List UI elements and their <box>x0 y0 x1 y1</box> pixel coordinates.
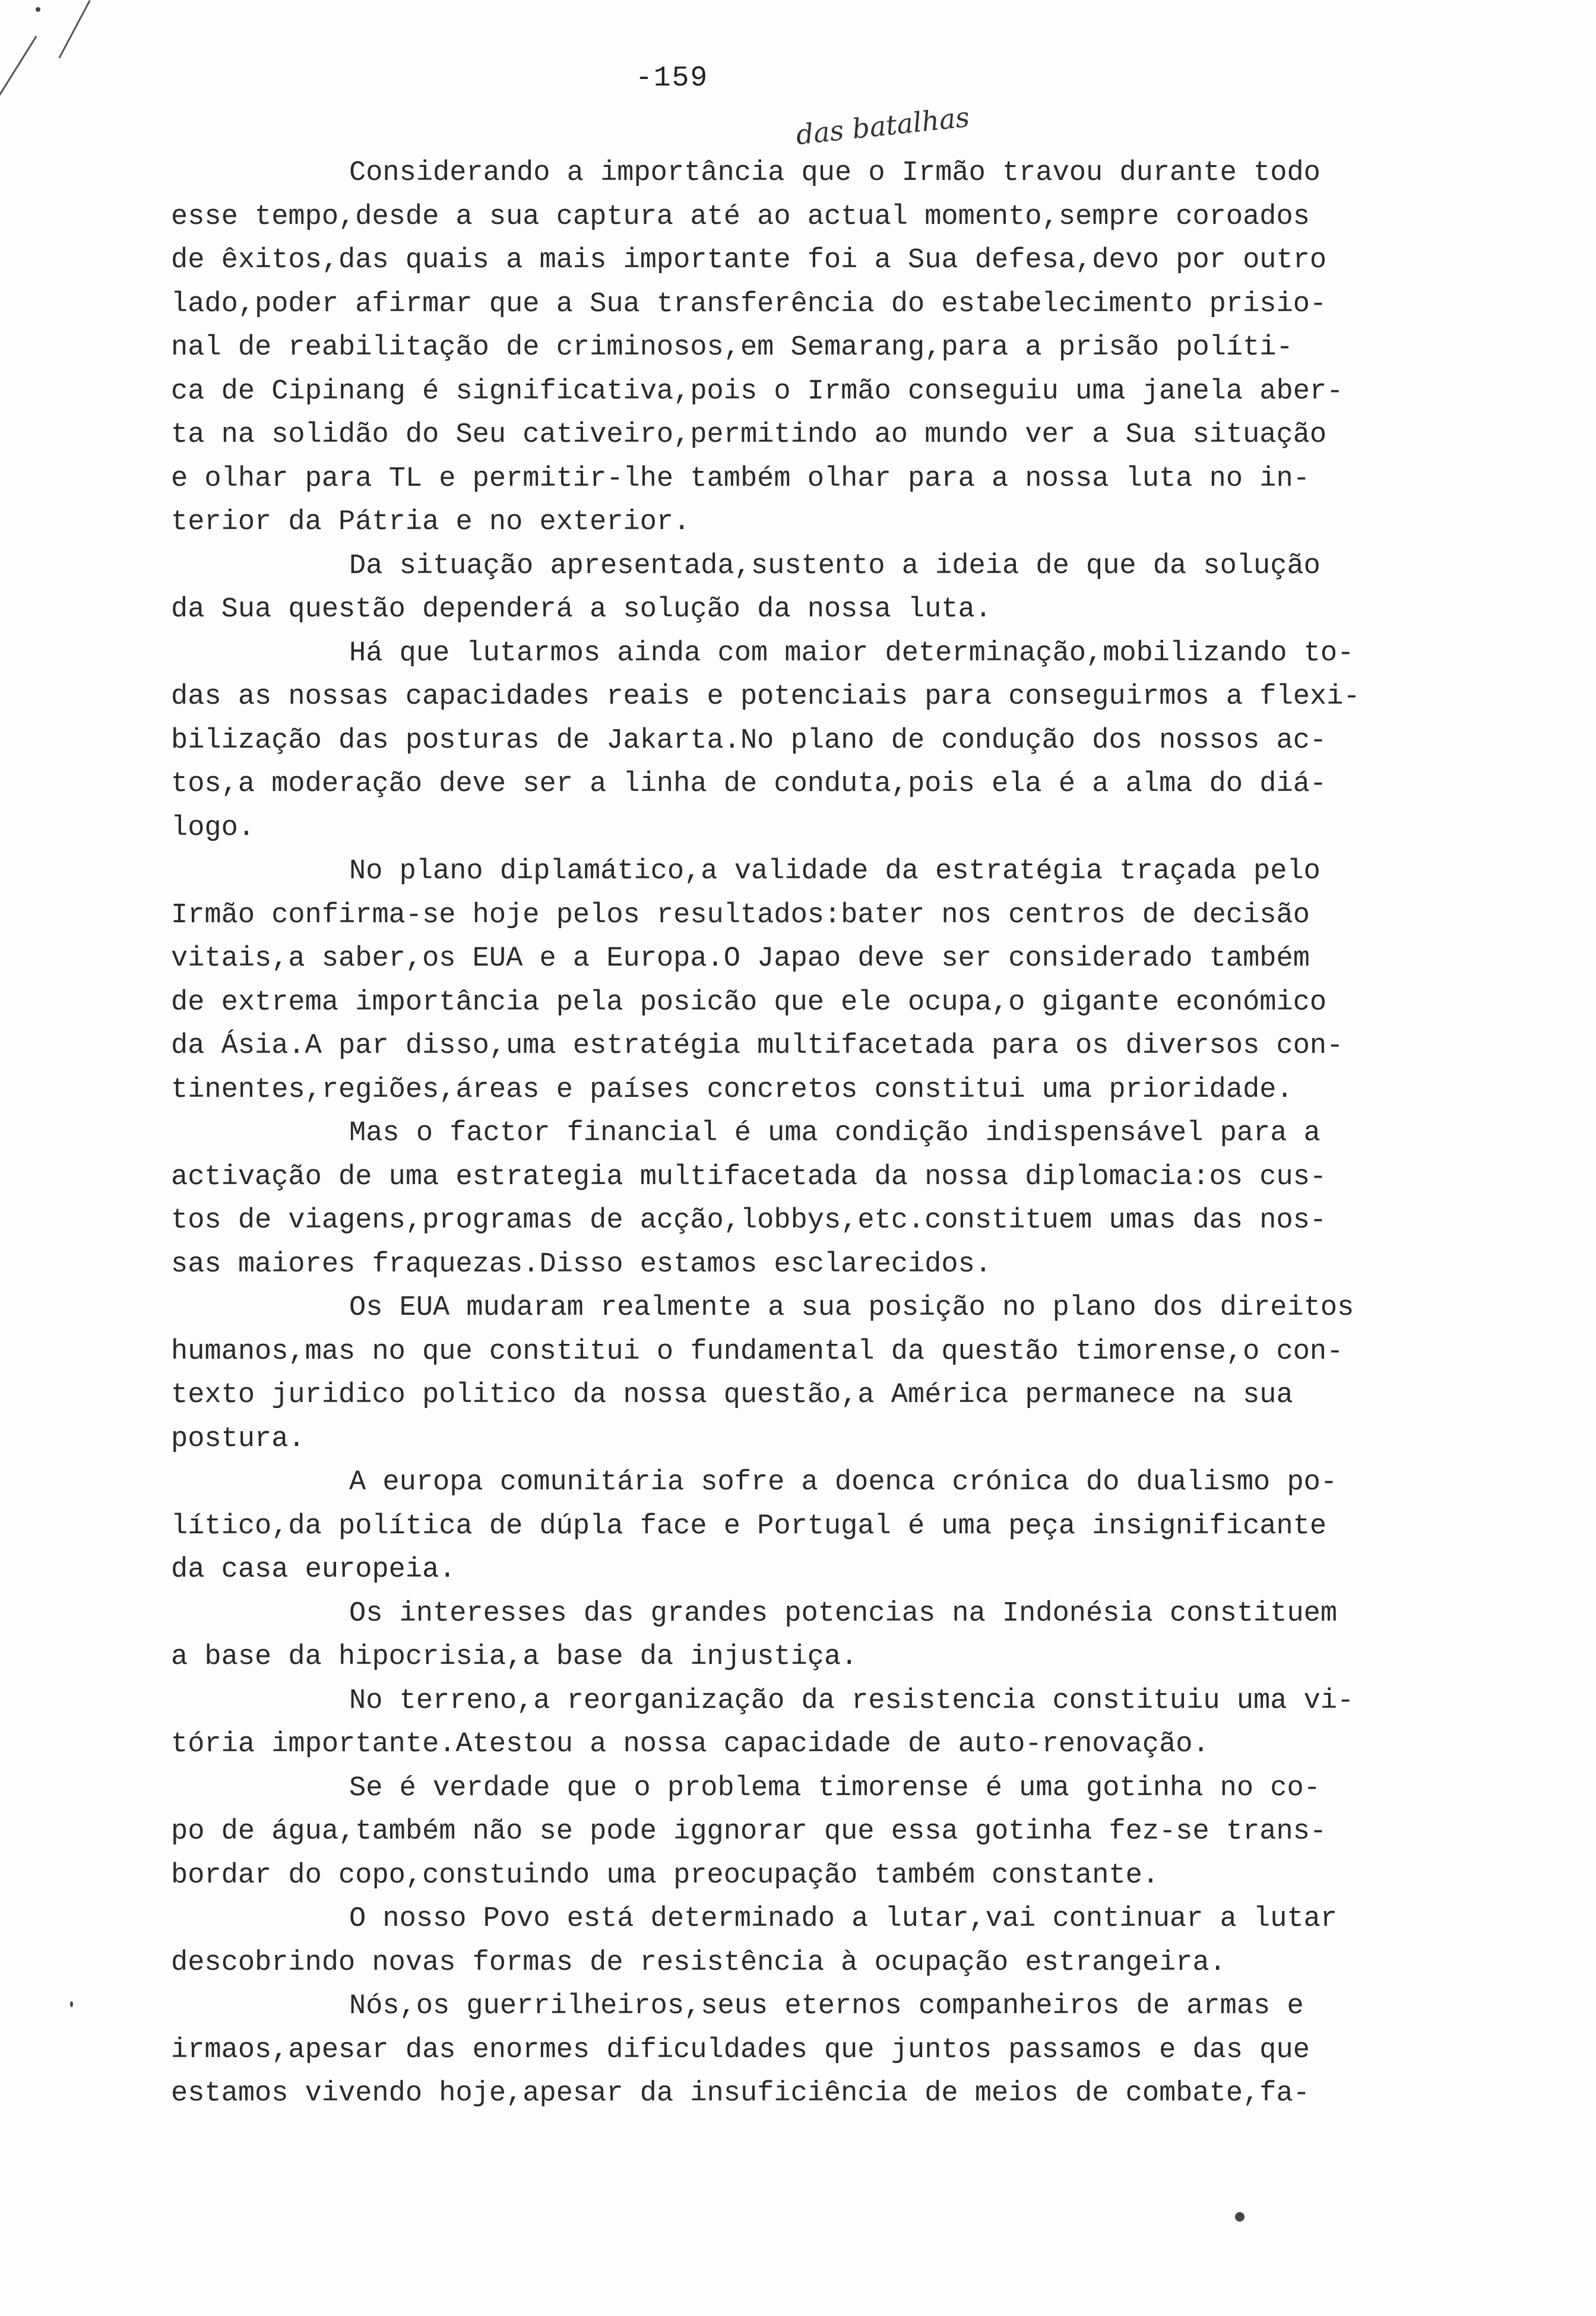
page-number: -159 <box>635 62 709 94</box>
text-line: po de água,também não se pode iggnorar que essa gotinha fez-se trans- <box>171 1816 1327 1847</box>
scan-margin-mark <box>58 0 90 59</box>
text-line: bilização das posturas de Jakarta.No plano de condução dos nossos ac- <box>171 724 1327 757</box>
text-line: No terreno,a reorganização da resistencia constituiu uma vi- <box>349 1685 1354 1717</box>
text-line: a base da hipocrisia,a base da injustiça. <box>171 1641 858 1673</box>
text-line: texto juridico politico da nossa questão,a América permanece na sua <box>171 1380 1293 1411</box>
text-line: vitais,a saber,os EUA e a Europa.O Japao deve ser considerado também <box>171 943 1310 975</box>
text-line: nal de reabilitação de criminosos,em Semarang,para a prisão políti- <box>171 332 1293 363</box>
text-line: sas maiores fraquezas.Disso estamos esclarecidos. <box>171 1248 992 1280</box>
scan-margin-mark <box>0 36 37 102</box>
text-line: Se é verdade que o problema timorense é uma gotinha no co- <box>349 1772 1320 1804</box>
text-line: Os interesses das grandes potencias na Indonésia constituem <box>349 1597 1338 1630</box>
text-line: de extrema importância pela posicão que ele ocupa,o gigante económico <box>171 986 1327 1018</box>
text-line: Da situação apresentada,sustento a ideia de que da solução <box>349 550 1320 582</box>
text-line: humanos,mas no que constitui o fundamental da questão timorense,o con- <box>171 1336 1344 1368</box>
scan-speck <box>36 7 40 12</box>
text-line: O nosso Povo está determinado a lutar,vai continuar a lutar <box>349 1903 1338 1935</box>
text-line: tos de viagens,programas de acção,lobbys,etc.constituem umas das nos- <box>171 1205 1327 1236</box>
text-line: de êxitos,das quais a mais importante foi a Sua defesa,devo por outro <box>171 245 1327 276</box>
text-line: Nós,os guerrilheiros,seus eternos companheiros de armas e <box>349 1991 1304 2022</box>
text-line: lítico,da política de dúpla face e Portugal é uma peça insignificante <box>171 1510 1327 1542</box>
text-line: bordar do copo,constuindo uma preocupação também constante. <box>171 1859 1160 1891</box>
text-line: descobrindo novas formas de resistência à ocupação estrangeira. <box>171 1947 1226 1979</box>
text-line: tos,a moderação deve ser a linha de conduta,pois ela é a alma do diá- <box>171 768 1327 800</box>
text-line: Os EUA mudaram realmente a sua posição no plano dos direitos <box>349 1292 1354 1324</box>
text-line: A europa comunitária sofre a doenca crónica do dualismo po- <box>349 1467 1338 1498</box>
text-line: da Sua questão dependerá a solução da nossa luta. <box>171 594 992 625</box>
text-line: ca de Cipinang é significativa,pois o Irmão conseguiu uma janela aber- <box>171 375 1344 407</box>
text-line: ta na solidão do Seu cativeiro,permitindo ao mundo ver a Sua situação <box>171 419 1327 451</box>
text-line: da casa europeia. <box>171 1554 456 1586</box>
text-line: Considerando a importância que o Irmão travou durante todo <box>349 157 1320 189</box>
text-line: tinentes,regiões,áreas e países concretos constitui uma prioridade. <box>171 1074 1293 1106</box>
text-line: e olhar para TL e permitir-lhe também olhar para a nossa luta no in- <box>171 463 1310 495</box>
text-line: tória importante.Atestou a nossa capacidade de auto-renovação. <box>171 1729 1209 1760</box>
body-text <box>171 151 1454 2116</box>
scan-speck <box>1235 2212 1244 2222</box>
handwritten-insert-note: das batalhas <box>794 100 971 151</box>
text-line: lado,poder afirmar que a Sua transferência do estabelecimento prisio- <box>171 288 1327 320</box>
text-line: irmaos,apesar das enormes dificuldades que juntos passamos e das que <box>171 2034 1310 2066</box>
text-line: Mas o factor financial é uma condição indispensável para a <box>349 1118 1320 1149</box>
text-line: postura. <box>171 1423 305 1455</box>
text-line: estamos vivendo hoje,apesar da insuficiência de meios de combate,fa- <box>171 2078 1310 2109</box>
text-line: da Ásia.A par disso,uma estratégia multifacetada para os diversos con- <box>171 1030 1344 1062</box>
scan-speck <box>70 2001 73 2007</box>
text-line: esse tempo,desde a sua captura até ao actual momento,sempre coroados <box>171 201 1310 233</box>
text-line: logo. <box>171 812 255 844</box>
text-line: activação de uma estrategia multifacetada da nossa diplomacia:os cus- <box>171 1161 1327 1193</box>
text-line: Irmão confirma-se hoje pelos resultados:bater nos centros de decisão <box>171 899 1310 931</box>
text-line: das as nossas capacidades reais e potenciais para conseguirmos a flexi- <box>171 681 1360 713</box>
text-line: terior da Pátria e no exterior. <box>171 507 691 538</box>
text-line: No plano diplamático,a validade da estratégia traçada pelo <box>349 856 1320 887</box>
text-line: Há que lutarmos ainda com maior determinação,mobilizando to- <box>349 637 1354 669</box>
